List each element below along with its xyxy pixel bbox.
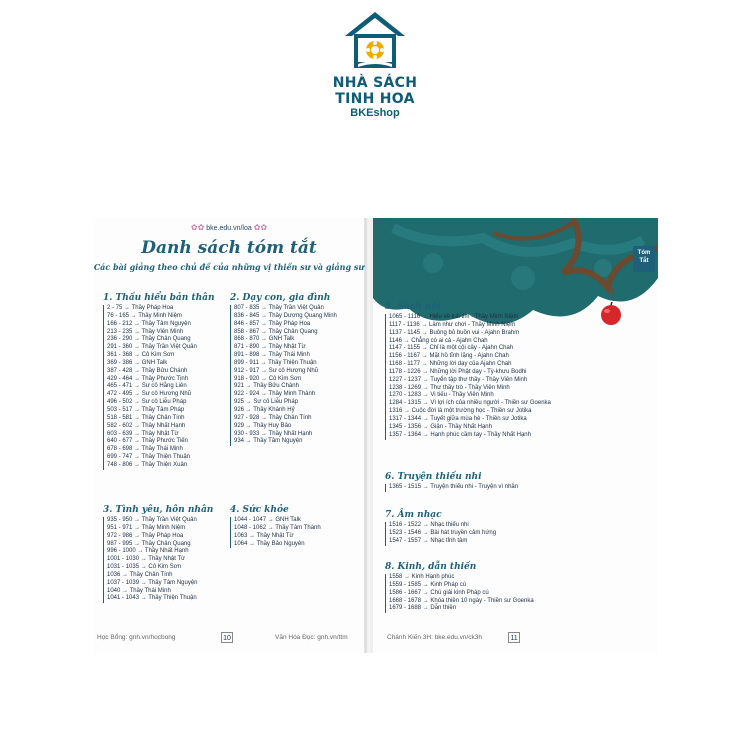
list-item: 921 → Thầy Bửu Chánh [234, 383, 299, 390]
section-list [385, 522, 496, 546]
site-url-header [93, 223, 365, 232]
list-item: 918 - 920 → Cô Kim Sơn [234, 375, 302, 382]
left-page [93, 218, 365, 653]
list-item: 603 - 639 → Thầy Nhật Từ [107, 430, 179, 437]
page-title: Danh sách tóm tắt [141, 238, 317, 258]
list-item: 213 - 235 → Thầy Viên Minh [107, 328, 184, 335]
list-item: 465 - 471 → Sư cô Hằng Liên [107, 383, 187, 390]
list-item: 922 - 924 → Thầy Minh Thành [234, 391, 316, 398]
section-heading: 7. Âm nhạc [385, 510, 442, 520]
footer-right-view: Chánh Kiến 3H: bke.edu.vn/ck3h [387, 634, 483, 641]
list-item: 1036 → Thầy Chân Tính [107, 571, 173, 578]
list-item: 1357 - 1364 → Hạnh phúc cầm tay - Thầy Nhất Hạnh [389, 431, 531, 438]
list-item: 1168 - 1177 → Những lời dạy của Ajahn Chah [389, 361, 512, 368]
page-number-left: 10 [221, 632, 233, 643]
list-item: 1365 - 1515 → Truyện thiếu nhi - Truyện vì nhân [389, 484, 519, 490]
section-family [230, 293, 337, 446]
list-item: 925 → Sư cô Liễu Pháp [234, 399, 299, 406]
list-item: 912 - 917 → Sư cô Hương Nhũ [234, 367, 319, 374]
list-item: 996 - 1000 → Thầy Nhất Hạnh [107, 548, 189, 555]
book-spread [93, 218, 658, 653]
list-item: 1065 - 1116 → Hiểu về trái tim - Thầy Minh Niệm [389, 314, 519, 320]
list-item: 1238 - 1269 → Thư thầy trò - Thầy Viên Minh [389, 384, 510, 391]
section-heading: 8. Kinh, dẫn thiền [385, 562, 477, 572]
list-item: 807 - 835 → Thầy Trần Việt Quân [234, 305, 324, 311]
section-heading: 6. Truyện thiếu nhi [385, 472, 482, 482]
list-item: 987 - 995 → Thầy Chân Quang [107, 540, 191, 547]
list-item: 1041 - 1043 → Thầy Thiện Thuận [107, 595, 197, 602]
list-item: 871 - 890 → Thầy Nhật Từ [234, 344, 306, 351]
brand-name [0, 75, 750, 107]
list-item: 582 - 602 → Thầy Nhất Hạnh [107, 422, 186, 429]
section-children-stories [385, 472, 518, 492]
list-item: 387 - 428 → Thầy Bửu Chánh [107, 367, 188, 374]
brand-name-line2: TINH HOA [335, 91, 415, 107]
list-item: 640 - 677 → Thầy Phước Tiến [107, 438, 188, 445]
list-item: 1156 - 1167 → Mặt hồ tĩnh lặng - Ajahn Chah [389, 353, 509, 360]
list-item: 1037 - 1039 → Thầy Tâm Nguyện [107, 579, 198, 586]
list-item: 369 - 386 → GNH Talk [107, 359, 168, 366]
list-item: 1317 - 1344 → Tuyết giữa mùa hè - Thiền sư Jotika [389, 415, 527, 422]
section-audiobooks [385, 302, 551, 440]
list-item: 748 - 806 → Thầy Thiện Xuân [107, 461, 188, 468]
apple-icon [599, 302, 623, 326]
page-subtitle: Các bài giảng theo chủ đề của những vị thiền sư và giảng sư [93, 262, 365, 272]
list-item: 934 → Thầy Tâm Nguyện [234, 438, 303, 445]
right-page [373, 218, 658, 653]
list-item: 1316 → Cuộc đời là một trường học - Thiền sư Jotika [389, 408, 532, 415]
section-heading: 5. Sách nói [385, 302, 441, 312]
section-music [385, 510, 496, 546]
list-item: 1031 - 1035 → Cô Kim Sơn [107, 564, 181, 571]
list-item: 926 → Thầy Khánh Hỷ [234, 406, 295, 413]
list-item: 1063 → Thầy Nhật Từ [234, 532, 294, 539]
list-item: 1679 - 1688 → Dẫn thiền [389, 605, 457, 612]
section-health [230, 505, 321, 548]
list-item: 678 - 698 → Thầy Thái Minh [107, 446, 183, 453]
list-item: 1178 - 1226 → Những lời Phật dạy - Tỳ-khưu Bodhi [389, 368, 527, 375]
list-item: 951 - 971 → Thầy Minh Niệm [107, 524, 186, 531]
list-item: 1523 - 1546 → Bài hát truyền cảm hứng [389, 529, 497, 536]
list-item: 1559 - 1585 → Kinh Pháp cú [389, 581, 467, 588]
list-item: 1064 → Thầy Bảo Nguyên [234, 540, 305, 547]
list-item: 935 - 950 → Thầy Trần Việt Quân [107, 517, 197, 523]
list-item: 1345 - 1356 → Giận - Thầy Nhất Hạnh [389, 423, 492, 430]
list-item: 1040 → Thầy Thái Minh [107, 587, 171, 594]
list-item: 1558 → Kinh Hạnh phúc [389, 574, 455, 580]
section-self-understanding [103, 293, 215, 470]
list-item: 1146 → Chẳng có ai cả - Ajahn Chah [389, 337, 488, 344]
list-item: 846 - 857 → Thầy Pháp Hoa [234, 320, 311, 327]
list-item: 1586 - 1667 → Chú giải kinh Pháp cú [389, 589, 489, 596]
section-list [385, 574, 534, 613]
list-item: 291 - 360 → Thầy Trần Việt Quân [107, 344, 197, 351]
flower-icon: ✿✿ [190, 223, 205, 232]
list-item: 929 → Thầy Huy Bảo [234, 422, 292, 429]
list-item: 2 - 75 → Thầy Pháp Hoa [107, 305, 174, 311]
list-item: 1516 - 1522 → Nhạc thiếu nhi [389, 522, 469, 528]
section-heading: 1. Thấu hiểu bản thân [103, 293, 215, 303]
list-item: 1270 - 1283 → Vi tiếu - Thầy Viên Minh [389, 392, 494, 399]
list-item: 1001 - 1030 → Thầy Nhật Từ [107, 556, 186, 563]
list-item: 1044 - 1047 → GNH Talk [234, 517, 301, 523]
section-list [385, 484, 518, 492]
list-item: 503 - 517 → Thầy Tâm Pháp [107, 406, 185, 413]
list-item: 76 - 165 → Thầy Minh Niệm [107, 312, 182, 319]
summary-tab: Tóm Tắt [633, 246, 655, 272]
section-heading: 2. Dạy con, gia đình [230, 293, 331, 303]
brand-logo [0, 10, 750, 120]
brand-name-line1: NHÀ SÁCH [332, 75, 418, 91]
section-love-marriage [103, 505, 213, 603]
list-item: 361 - 368 → Cô Kim Sơn [107, 352, 175, 359]
list-item: 1284 - 1315 → Vì lợi ích của nhiều người - Thiền sư Goenka [389, 400, 551, 407]
list-item: 496 - 502 → Sư cô Liễu Pháp [107, 399, 187, 406]
list-item: 166 - 212 → Thầy Tâm Nguyện [107, 320, 191, 327]
list-item: 236 - 290 → Thầy Chân Quang [107, 336, 191, 343]
list-item: 429 - 464 → Thầy Phước Tịnh [107, 375, 189, 382]
house-book-icon [343, 10, 407, 70]
site-url: bke.edu.vn/loa [206, 225, 252, 232]
section-list [230, 517, 321, 548]
list-item: 1227 - 1237 → Tuyển tập thư thầy - Thầy Viên Minh [389, 376, 528, 383]
list-item: 472 - 495 → Sư cô Hương Nhũ [107, 391, 192, 398]
list-item: 972 - 986 → Thầy Pháp Hoa [107, 532, 184, 539]
list-item: 1117 - 1136 → Làm như chơi - Thầy Minh Niệm [389, 321, 516, 328]
page-number-right: 11 [508, 632, 520, 643]
flower-icon: ✿✿ [253, 223, 268, 232]
section-list [385, 314, 551, 440]
book-gutter [365, 218, 373, 653]
list-item: 836 - 845 → Thầy Dương Quang Minh [234, 312, 337, 319]
list-item: 899 - 911 → Thầy Thiện Thuận [234, 359, 317, 366]
brand-subtitle: BKEshop [350, 107, 400, 119]
list-item: 1137 - 1145 → Buông bỏ buồn vui - Ajahn Brahm [389, 329, 520, 336]
list-item: 868 - 870 → GNH Talk [234, 336, 295, 343]
section-list [103, 517, 213, 603]
list-item: 927 - 928 → Thầy Chân Tính [234, 414, 312, 421]
footer-reading-culture: Văn Hóa Đọc: gnh.vn/ttm [275, 634, 348, 641]
section-list [103, 305, 215, 470]
footer-scholarship: Học Bổng: gnh.vn/hocbong [97, 634, 176, 641]
list-item: 891 - 898 → Thầy Thái Minh [234, 352, 310, 359]
list-item: 1547 - 1557 → Nhạc tỉnh tâm [389, 537, 468, 544]
list-item: 1147 - 1155 → Chỉ là một cội cây - Ajahn Chah [389, 345, 514, 352]
section-heading: 4. Sức khỏe [230, 505, 289, 515]
list-item: 858 - 867 → Thầy Chân Quang [234, 328, 318, 335]
list-item: 1668 - 1678 → Khóa thiền 10 ngày - Thiền sư Goenka [389, 597, 534, 604]
section-heading: 3. Tình yêu, hôn nhân [103, 505, 214, 515]
section-sutras-meditation [385, 562, 534, 613]
list-item: 930 - 933 → Thầy Nhất Hạnh [234, 430, 313, 437]
list-item: 699 - 747 → Thầy Thiện Thuận [107, 454, 191, 461]
section-list [230, 305, 337, 446]
list-item: 518 - 581 → Thầy Chân Tính [107, 414, 185, 421]
list-item: 1048 - 1062 → Thầy Tâm Thành [234, 524, 321, 531]
